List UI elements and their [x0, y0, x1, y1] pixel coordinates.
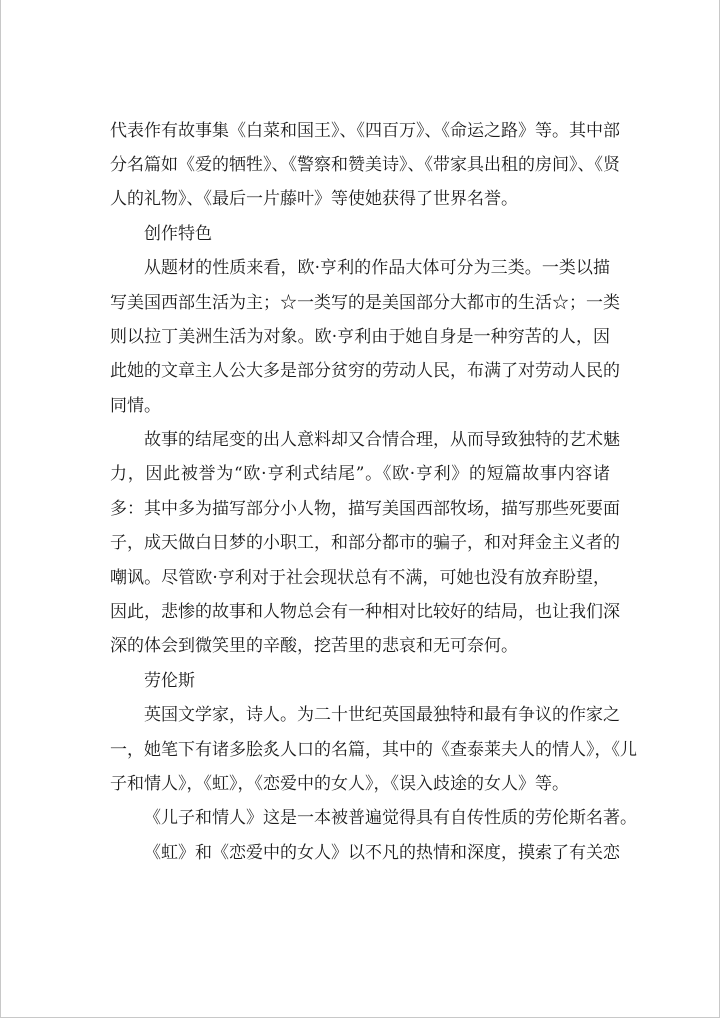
text-line: 人的礼物》、《最后一片藤叶》等使她获得了世界名誉。	[110, 189, 518, 209]
section-heading-lawrence: 劳伦斯	[144, 671, 195, 691]
text-line: 代表作有故事集《白菜和国王》、《四百万》、《命运之路》等。其中部	[110, 121, 620, 141]
text-line: 多：其中多为描写部分小人物，描写美国西部牧场，描写那些死要面	[110, 499, 620, 519]
text-line: 子和情人》，《虹》，《恋爱中的女人》，《误入歧途的女人》等。	[110, 774, 569, 794]
text-line: 此她的文章主人公大多是部分贫穷的劳动人民，布满了对劳动人民的	[110, 361, 620, 381]
text-line: 则以拉丁美洲生活为对象。欧·亨利由于她自身是一种穷苦的人，因	[110, 327, 610, 347]
text-line: 同情。	[110, 396, 161, 416]
text-line: 写美国西部生活为主；☆一类写的是美国部分大都市的生活☆；一类	[110, 293, 620, 313]
text-line: 深的体会到微笑里的辛酸，挖苦里的悲哀和无可奈何。	[110, 636, 518, 656]
text-line: 故事的结尾变的出人意料却又合情合理，从而导致独特的艺术魅	[144, 430, 620, 450]
text-line: 力，因此被誉为“欧·亨利式结尾”。《欧·亨利》的短篇故事内容诸	[110, 464, 610, 484]
text-line: 分名篇如《爱的牺牲》、《警察和赞美诗》、《带家具出租的房间》、《贤	[110, 155, 620, 175]
text-line: 《虹》和《恋爱中的女人》以不凡的热情和深度，摸索了有关恋	[144, 843, 620, 863]
text-line: 英国文学家，诗人。为二十世纪英国最独特和最有争议的作家之	[144, 705, 620, 725]
text-line: 嘲讽。尽管欧·亨利对于社会现状总有不满，可她也没有放弃盼望，	[110, 568, 610, 588]
text-line: 《儿子和情人》这是一本被普遍觉得具有自传性质的劳伦斯名著。	[144, 808, 637, 828]
section-heading-creative-features: 创作特色	[144, 224, 212, 244]
text-line: 从题材的性质来看，欧·亨利的作品大体可分为三类。一类以描	[144, 258, 610, 278]
text-line: 因此，悲惨的故事和人物总会有一种相对比较好的结局，也让我们深	[110, 602, 620, 622]
text-line: 一，她笔下有诸多脍炙人口的名篇，其中的《查泰莱夫人的情人》，《儿	[110, 740, 637, 760]
text-line: 子，成天做白日梦的小职工，和部分都市的骗子，和对拜金主义者的	[110, 533, 620, 553]
